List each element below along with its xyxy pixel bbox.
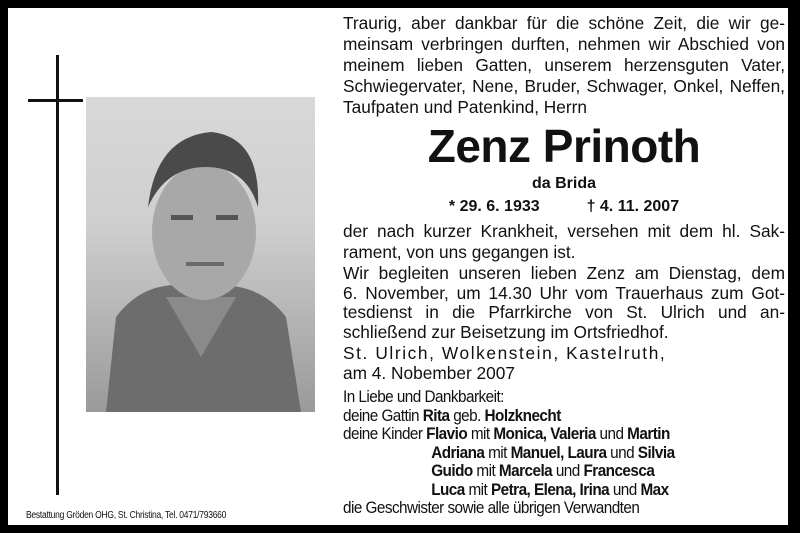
passing-text (343, 221, 785, 263)
text-line: 6. November, um 14.30 Uhr vom Trauerhaus zum Got- (343, 282, 785, 303)
text-line: Taufpaten und Patenkind, Herrn (343, 97, 588, 117)
text-line: schließend zur Beisetzung im Ortsfriedhof. (343, 321, 669, 342)
mourner-siblings: die Geschwister sowie alle übrigen Verwandten (343, 498, 640, 517)
mourner-child: Luca mit Petra, Elena, Irina und Max (431, 479, 669, 499)
life-dates (343, 197, 785, 216)
text-line: rament, von uns gegangen ist. (343, 242, 576, 262)
text-line: Traurig, aber dankbar für die schöne Zeit, die wir ge- (343, 13, 785, 33)
mourner-wife: deine Gattin Rita geb. Holzknecht (343, 405, 561, 425)
mourner-child: Adriana mit Manuel, Laura und Silvia (431, 442, 675, 462)
birth-date: * 29. 6. 1933 (448, 198, 540, 215)
text-line: Wir begleiten unseren lieben Zenz am Dienstag, dem (343, 263, 785, 283)
text-line: meinsam verbringen durften, nehmen wir Abschied von (343, 34, 785, 54)
date: am 4. Nobember 2007 (343, 363, 515, 383)
intro-text (343, 13, 785, 118)
place-date (343, 343, 785, 383)
funeral-home-footer: Bestattung Gröden OHG, St. Christina, Tel. 0471/793660 (26, 510, 227, 521)
portrait-photo (86, 97, 315, 412)
obituary-notice (8, 8, 788, 525)
deceased-name: Zenz Prinoth (427, 120, 701, 172)
text-line: Schwiegervater, Nene, Bruder, Schwager, Onkel, Neffen, (343, 76, 785, 96)
mourners-intro: In Liebe und Dankbarkeit: (343, 387, 504, 406)
mourner-child: Guido mit Marcela und Francesca (431, 461, 655, 480)
death-date: † 4. 11. 2007 (586, 198, 680, 215)
mourner-child: deine Kinder Flavio mit Monica, Valeria und Martin (343, 424, 670, 443)
place: St. Ulrich, Wolkenstein, Kastelruth, (343, 343, 667, 363)
cross-icon (56, 55, 59, 495)
text-line: tesdienst in die Pfarrkirche von St. Ulrich und an- (343, 302, 785, 322)
funeral-text (343, 264, 785, 342)
mourners (343, 388, 785, 518)
text-line: der nach kurzer Krankheit, versehen mit dem hl. Sak- (343, 221, 785, 241)
nickname: da Brida (531, 175, 596, 192)
text-line: meinem lieben Gatten, unserem herzensguten Vater, (343, 55, 785, 75)
cross-icon-bar (28, 99, 83, 102)
